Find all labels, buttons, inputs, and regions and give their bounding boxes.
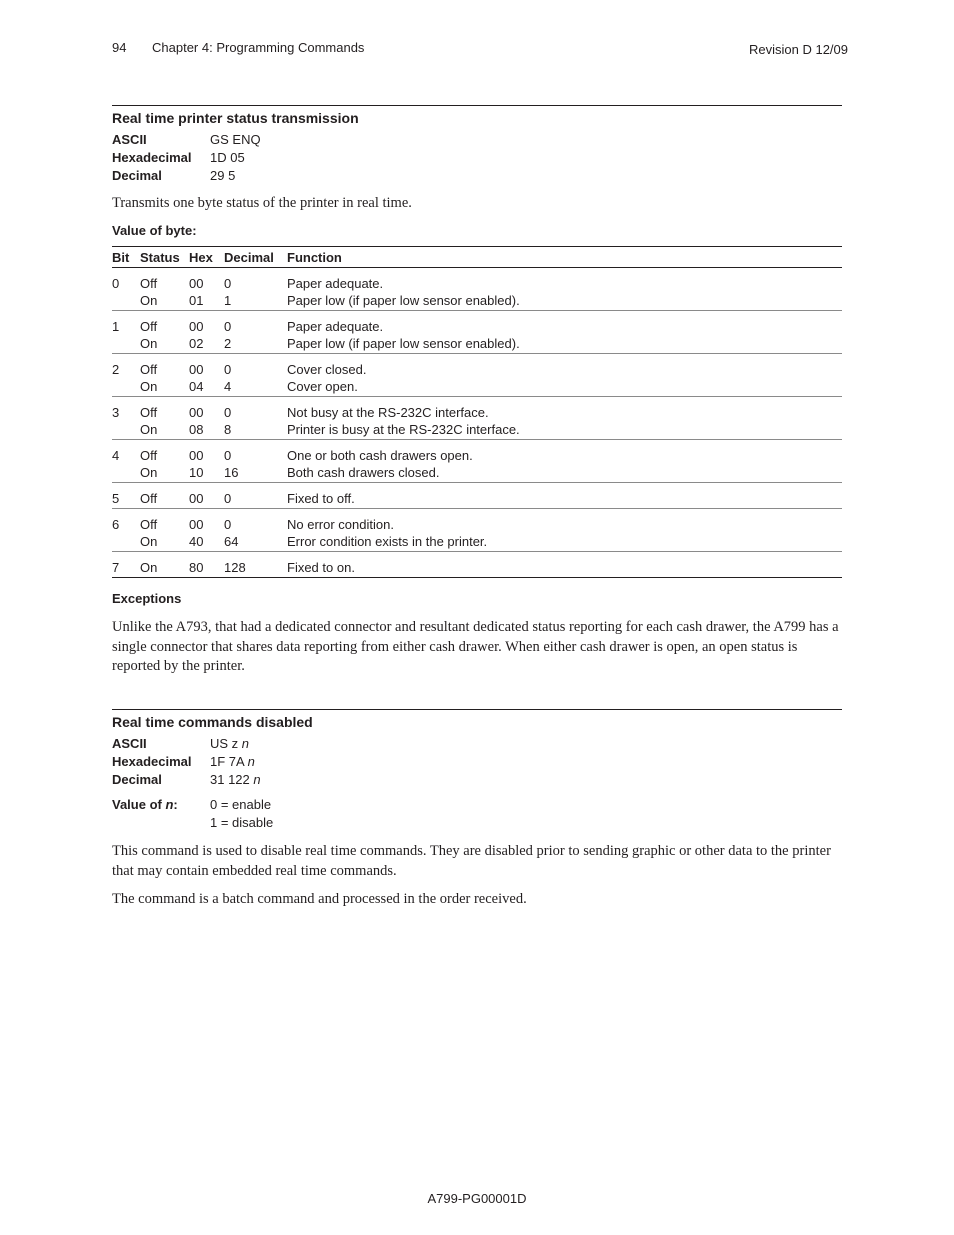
decimal-cell [224,509,287,552]
cell-line: 00 [189,491,204,506]
table-row [112,397,842,440]
value-of-n-colon: : [173,797,178,812]
code-value: 31 122 [210,772,254,787]
status-cell [140,268,189,311]
status-cell [140,354,189,397]
cell-line: 08 [189,422,204,437]
cell-line: 128 [224,560,246,575]
cell-line: No error condition. [287,517,394,532]
cell-line: On [140,534,158,549]
cell-line: 00 [189,448,204,463]
code-value: GS ENQ [210,132,261,147]
cell-line: Cover closed. [287,362,367,377]
section-rule [112,709,842,710]
code-label: Hexadecimal [112,150,192,165]
code-row-hex [112,149,261,167]
code-param: n [253,772,261,787]
code-label: Hexadecimal [112,754,192,769]
cell-line: Off [140,362,158,377]
cell-line: Off [140,517,158,532]
cell-line: 1 [112,319,120,334]
cell-line: 00 [189,517,204,532]
function-cell [287,483,842,509]
cell-line: 01 [189,293,204,308]
code-param: n [247,754,255,769]
status-cell [140,483,189,509]
function-cell [287,440,842,483]
code-label: Decimal [112,772,162,787]
value-of-n-row-1 [112,814,273,832]
code-label: ASCII [112,132,147,147]
command-codes [112,735,261,789]
cell-line: 00 [189,319,204,334]
hex-cell [189,440,224,483]
code-row-hex [112,753,261,771]
hex-cell [189,268,224,311]
cell-line: 4 [224,379,232,394]
cell-line: Both cash drawers closed. [287,465,440,480]
code-row-ascii [112,131,261,149]
table-row [112,268,842,311]
cell-line: Off [140,405,158,420]
hex-cell [189,311,224,354]
cell-line: 00 [189,405,204,420]
page-number: 94 [112,40,127,55]
section-title: Real time commands disabled [112,714,313,730]
cell-line: 00 [189,362,204,377]
code-value: 1D 05 [210,150,245,165]
cell-line: 0 [224,319,232,334]
function-cell [287,268,842,311]
cell-line: 0 [224,491,232,506]
cell-line: 8 [224,422,232,437]
code-label: Decimal [112,168,162,183]
function-cell [287,311,842,354]
cell-line: On [140,560,158,575]
value-option: 0 = enable [210,797,272,812]
cell-line: 1 [224,293,232,308]
cell-line: Printer is busy at the RS-232C interface. [287,422,520,437]
description-paragraph: This command is used to disable real time commands. They are disabled prior to sending graphic or other data to the printer that may contain embedded real time commands. [112,843,831,879]
cell-line: 0 [224,362,232,377]
footer-doc-id: A799-PG00001D [427,1191,527,1206]
code-row-decimal [112,771,261,789]
hex-cell [189,354,224,397]
table-row [112,440,842,483]
column-header-decimal: Decimal [224,247,287,268]
value-option: 1 = disable [210,815,274,830]
cell-line: Off [140,319,158,334]
code-value: US z [210,736,242,751]
chapter-title: Chapter 4: Programming Commands [152,40,365,55]
description-paragraph: The command is a batch command and processed in the order received. [112,891,527,907]
cell-line: Paper adequate. [287,276,384,291]
cell-line: 0 [224,405,232,420]
function-cell [287,509,842,552]
table-row [112,311,842,354]
status-cell [140,397,189,440]
cell-line: Paper adequate. [287,319,384,334]
cell-line: Error condition exists in the printer. [287,534,488,549]
cell-line: 2 [112,362,120,377]
status-cell [140,440,189,483]
cell-line: Off [140,448,158,463]
cell-line: 3 [112,405,120,420]
cell-line: On [140,336,158,351]
cell-line: 0 [224,517,232,532]
exceptions-label: Exceptions [112,591,182,606]
cell-line: 4 [112,448,120,463]
bit-cell [112,552,140,578]
cell-line: Fixed to on. [287,560,355,575]
cell-line: Cover open. [287,379,358,394]
bit-cell [112,268,140,311]
function-cell [287,552,842,578]
column-header-hex: Hex [189,247,224,268]
cell-line: 6 [112,517,120,532]
cell-line: Off [140,276,158,291]
column-header-bit: Bit [112,247,140,268]
cell-line: 80 [189,560,204,575]
section-title: Real time printer status transmission [112,110,359,126]
cell-line: 7 [112,560,120,575]
status-cell [140,509,189,552]
cell-line: 40 [189,534,204,549]
cell-line: On [140,293,158,308]
cell-line: Paper low (if paper low sensor enabled). [287,336,520,351]
column-header-function: Function [287,247,842,268]
cell-line: 00 [189,276,204,291]
decimal-cell [224,311,287,354]
hex-cell [189,552,224,578]
bit-cell [112,354,140,397]
description-text: Transmits one byte status of the printer in real time. [112,195,412,211]
command-codes [112,131,261,185]
code-value: 29 5 [210,168,236,183]
cell-line: 04 [189,379,204,394]
code-value: 1F 7A [210,754,248,769]
cell-line: Off [140,491,158,506]
bit-cell [112,509,140,552]
function-cell [287,354,842,397]
cell-line: On [140,422,158,437]
bit-cell [112,397,140,440]
cell-line: Not busy at the RS-232C interface. [287,405,489,420]
cell-line: 02 [189,336,204,351]
status-cell [140,552,189,578]
cell-line: 64 [224,534,239,549]
table-row [112,509,842,552]
cell-line: On [140,465,158,480]
decimal-cell [224,268,287,311]
decimal-cell [224,552,287,578]
code-row-ascii [112,735,261,753]
cell-line: 0 [224,276,232,291]
value-of-byte-label: Value of byte: [112,223,197,238]
bit-cell [112,440,140,483]
table-row [112,354,842,397]
cell-line: Paper low (if paper low sensor enabled). [287,293,520,308]
code-row-decimal [112,167,261,185]
code-label: ASCII [112,736,147,751]
cell-line: 0 [224,448,232,463]
exceptions-text: Unlike the A793, that had a dedicated connector and resultant dedicated status reporting for each cash drawer, the A799 has a single connector that shares data reporting from either cash drawer. When either cash drawer is open, an open status is reported by the printer. [112,619,839,674]
section-rule [112,105,842,106]
cell-line: Fixed to off. [287,491,355,506]
hex-cell [189,509,224,552]
column-header-status: Status [140,247,189,268]
decimal-cell [224,354,287,397]
code-param: n [241,736,250,751]
value-of-n-param: n [165,797,174,812]
hex-cell [189,397,224,440]
status-byte-table [112,246,842,578]
revision-label: Revision D 12/09 [749,42,848,57]
table-row [112,483,842,509]
value-of-n-label [112,796,210,814]
bit-cell [112,483,140,509]
hex-cell [189,483,224,509]
cell-line: 2 [224,336,232,351]
status-cell [140,311,189,354]
cell-line: 5 [112,491,120,506]
cell-line: On [140,379,158,394]
table-row [112,552,842,578]
value-of-n-row-0 [112,796,273,814]
decimal-cell [224,440,287,483]
cell-line: One or both cash drawers open. [287,448,473,463]
function-cell [287,397,842,440]
cell-line: 16 [224,465,239,480]
decimal-cell [224,397,287,440]
value-of-n [112,796,273,832]
decimal-cell [224,483,287,509]
cell-line: 0 [112,276,120,291]
bit-cell [112,311,140,354]
value-of-n-label-text: Value of [112,797,166,812]
table-header-row [112,247,842,268]
cell-line: 10 [189,465,204,480]
